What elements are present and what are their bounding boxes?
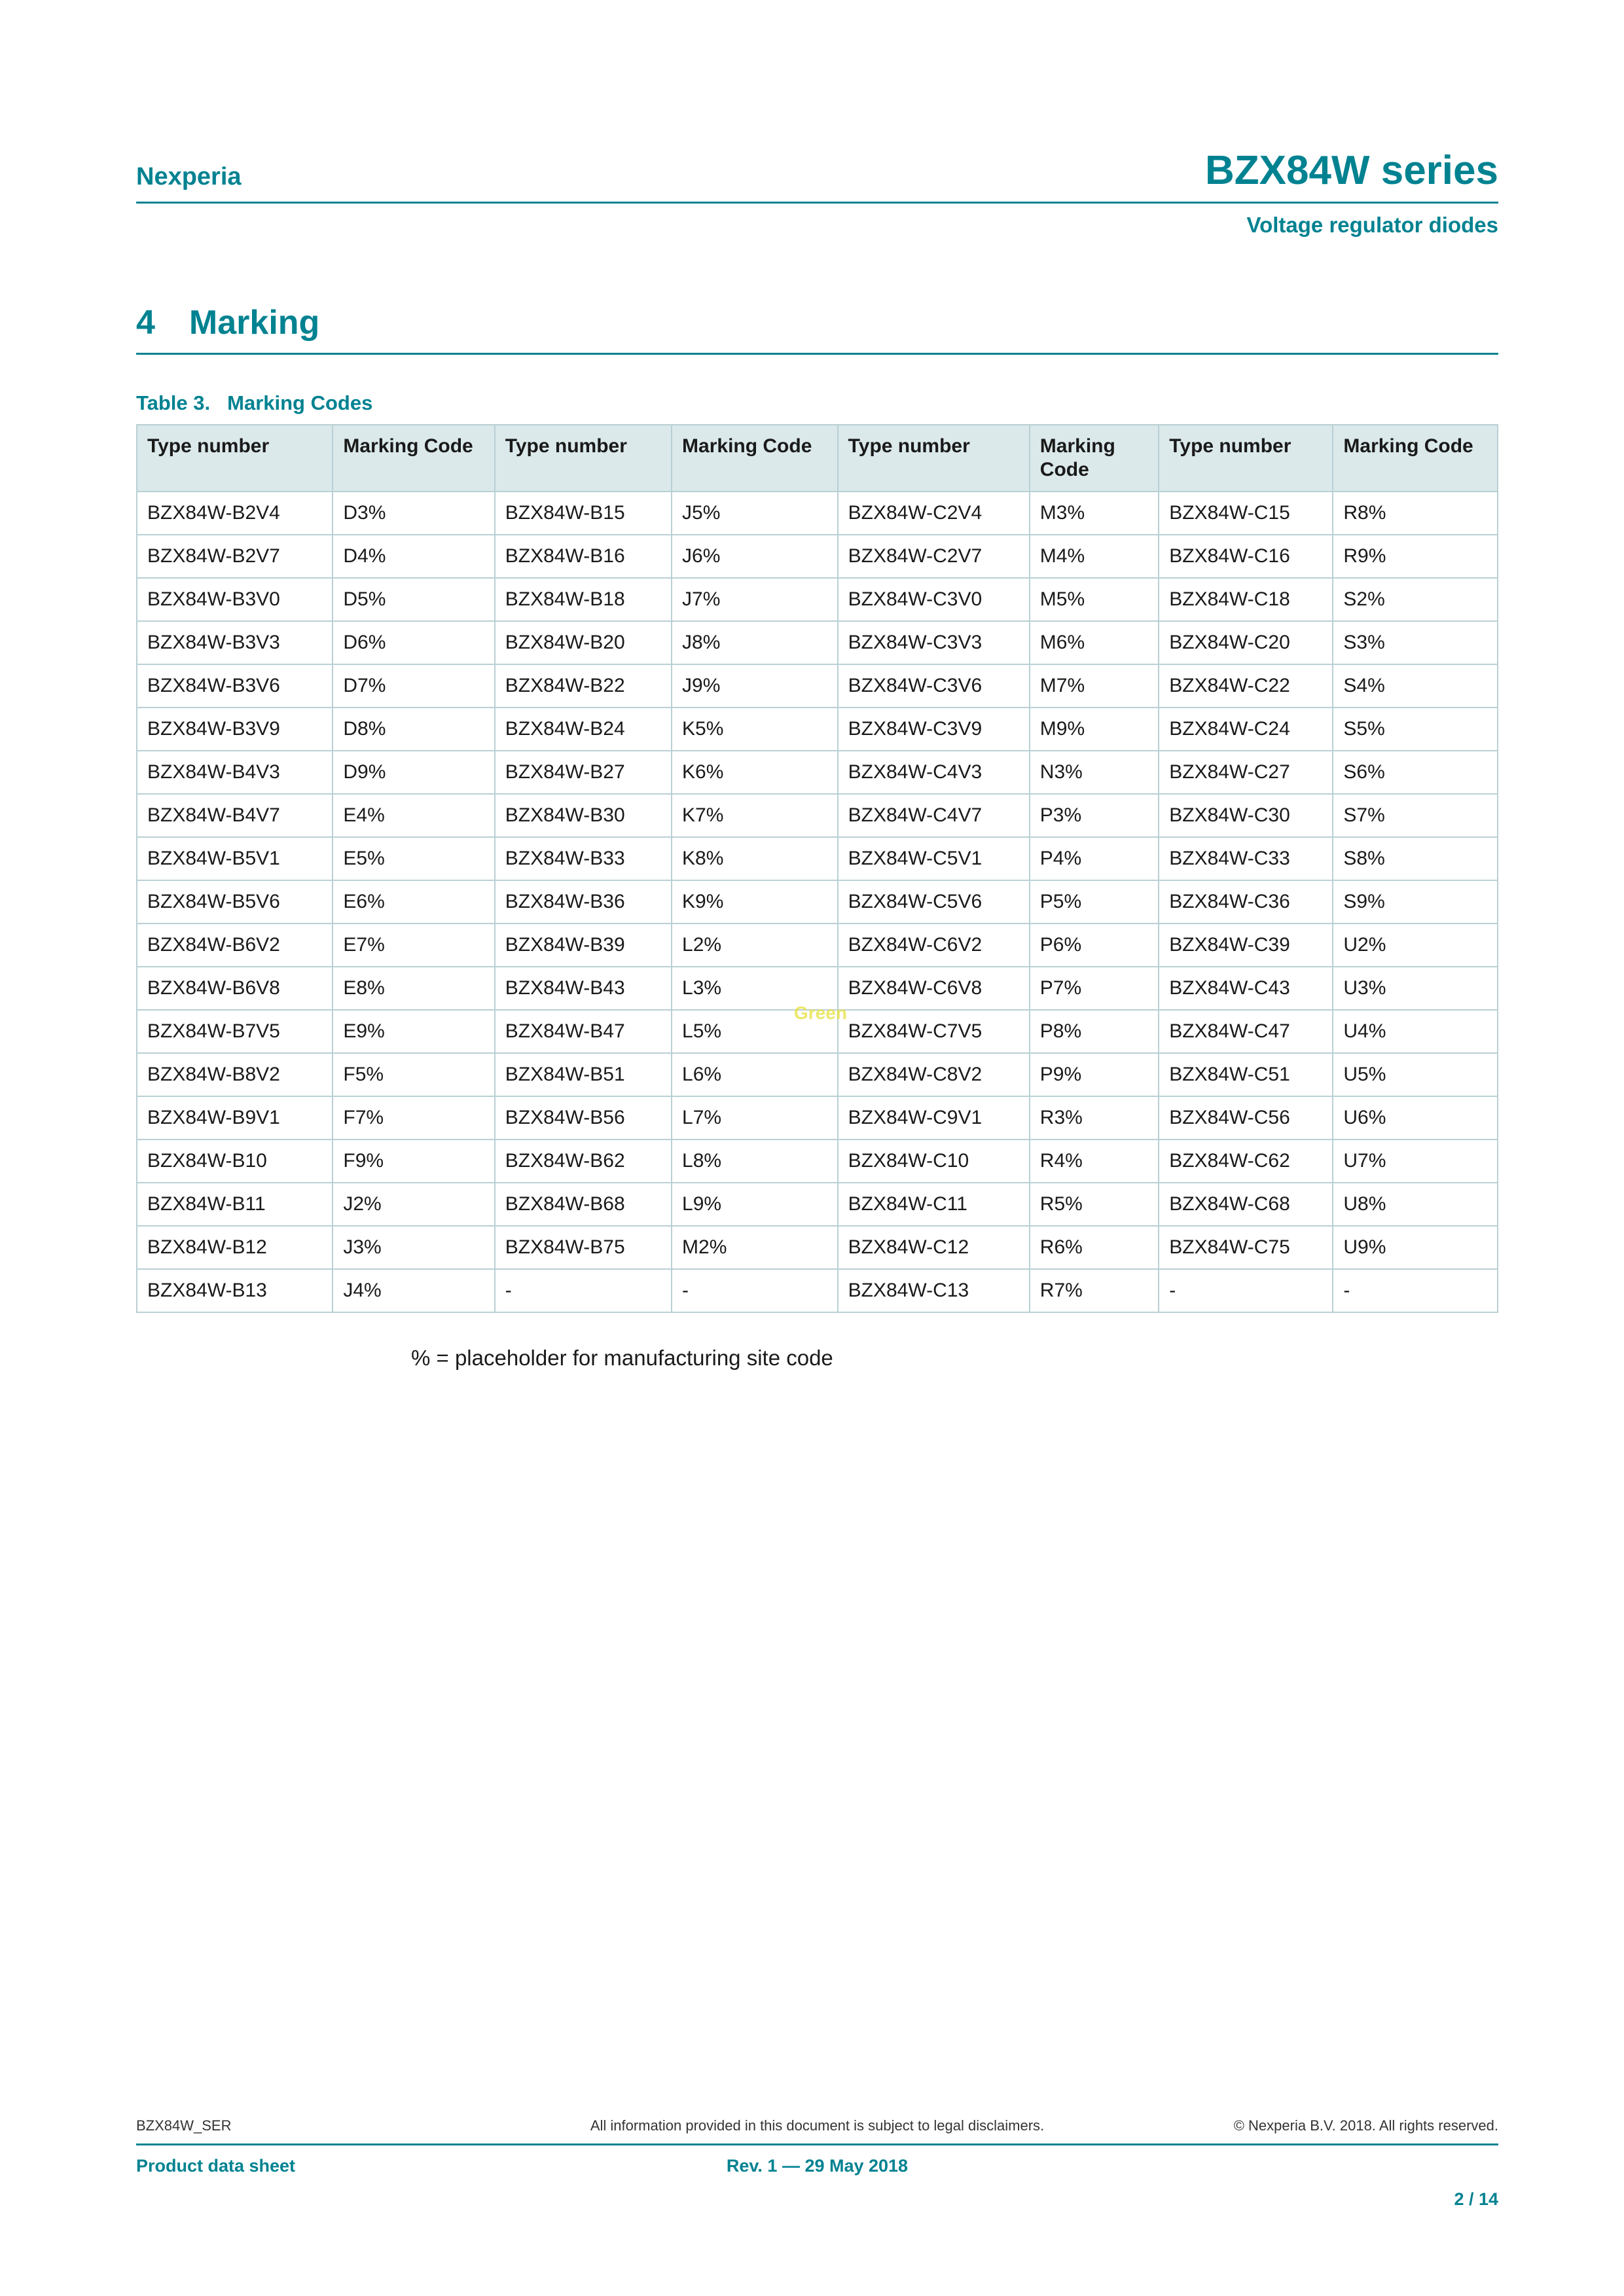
table-cell: BZX84W-C7V5 bbox=[838, 1010, 1030, 1053]
table-cell: E9% bbox=[333, 1010, 494, 1053]
table-cell: D9% bbox=[333, 751, 494, 794]
table-cell: BZX84W-C24 bbox=[1159, 708, 1333, 751]
table-cell: S2% bbox=[1333, 578, 1498, 621]
footer-page-number: 2 / 14 bbox=[1454, 2189, 1498, 2209]
table-cell: S8% bbox=[1333, 837, 1498, 880]
table-cell: J9% bbox=[672, 664, 838, 708]
table-cell: BZX84W-C10 bbox=[838, 1139, 1030, 1183]
table-cell: L9% bbox=[672, 1183, 838, 1226]
table-cell: D5% bbox=[333, 578, 494, 621]
table-cell: BZX84W-B3V0 bbox=[137, 578, 333, 621]
table-row bbox=[137, 621, 1498, 664]
table-cell: K7% bbox=[672, 794, 838, 837]
table-cell: BZX84W-C39 bbox=[1159, 924, 1333, 967]
table-cell: D3% bbox=[333, 492, 494, 535]
table-cell: BZX84W-B24 bbox=[495, 708, 672, 751]
table-cell: BZX84W-B36 bbox=[495, 880, 672, 924]
table-cell: S3% bbox=[1333, 621, 1498, 664]
table-cell: M2% bbox=[672, 1226, 838, 1269]
table-cell: BZX84W-C12 bbox=[838, 1226, 1030, 1269]
table-cell: BZX84W-B9V1 bbox=[137, 1096, 333, 1139]
table-caption-title: Marking Codes bbox=[227, 391, 373, 414]
table-row bbox=[137, 492, 1498, 535]
table-cell: L7% bbox=[672, 1096, 838, 1139]
table-cell: BZX84W-B13 bbox=[137, 1269, 333, 1312]
document-header bbox=[136, 0, 1498, 238]
footer-revision: Rev. 1 — 29 May 2018 bbox=[726, 2156, 909, 2176]
table-caption bbox=[136, 391, 1498, 415]
table-cell: S4% bbox=[1333, 664, 1498, 708]
table-cell: U6% bbox=[1333, 1096, 1498, 1139]
table-cell: BZX84W-C6V2 bbox=[838, 924, 1030, 967]
section-number: 4 bbox=[136, 304, 155, 342]
table-cell: J4% bbox=[333, 1269, 494, 1312]
table-row bbox=[137, 1096, 1498, 1139]
table-row bbox=[137, 837, 1498, 880]
table-cell: BZX84W-C2V4 bbox=[838, 492, 1030, 535]
table-cell: BZX84W-C20 bbox=[1159, 621, 1333, 664]
table-cell: F5% bbox=[333, 1053, 494, 1096]
table-cell: J5% bbox=[672, 492, 838, 535]
table-cell: BZX84W-C5V6 bbox=[838, 880, 1030, 924]
table-cell: K6% bbox=[672, 751, 838, 794]
table-cell: BZX84W-B5V1 bbox=[137, 837, 333, 880]
table-cell: BZX84W-C36 bbox=[1159, 880, 1333, 924]
table-row bbox=[137, 794, 1498, 837]
document-subtitle: Voltage regulator diodes bbox=[1246, 213, 1498, 237]
table-cell: BZX84W-C2V7 bbox=[838, 535, 1030, 578]
table-cell: BZX84W-C75 bbox=[1159, 1226, 1333, 1269]
column-header: Type number bbox=[137, 425, 333, 492]
table-cell: - bbox=[1333, 1269, 1498, 1312]
table-cell: BZX84W-B30 bbox=[495, 794, 672, 837]
table-cell: BZX84W-C4V7 bbox=[838, 794, 1030, 837]
footer-doc-id: BZX84W_SER bbox=[136, 2117, 232, 2134]
table-cell: BZX84W-C43 bbox=[1159, 967, 1333, 1010]
table-cell: D4% bbox=[333, 535, 494, 578]
table-cell: BZX84W-C30 bbox=[1159, 794, 1333, 837]
table-cell: BZX84W-B3V9 bbox=[137, 708, 333, 751]
column-header: Marking Code bbox=[1030, 425, 1159, 492]
table-cell: S6% bbox=[1333, 751, 1498, 794]
table-cell: BZX84W-B5V6 bbox=[137, 880, 333, 924]
table-cell: R6% bbox=[1030, 1226, 1159, 1269]
table-cell: BZX84W-B10 bbox=[137, 1139, 333, 1183]
table-cell: BZX84W-B43 bbox=[495, 967, 672, 1010]
table-header-row bbox=[137, 425, 1498, 492]
table-cell: U5% bbox=[1333, 1053, 1498, 1096]
table-cell: BZX84W-C13 bbox=[838, 1269, 1030, 1312]
table-cell: BZX84W-C3V9 bbox=[838, 708, 1030, 751]
table-row bbox=[137, 578, 1498, 621]
watermark: Green bbox=[794, 1003, 847, 1023]
table-row bbox=[137, 967, 1498, 1010]
table-cell: BZX84W-C4V3 bbox=[838, 751, 1030, 794]
table-cell: R5% bbox=[1030, 1183, 1159, 1226]
table-cell: BZX84W-C8V2 bbox=[838, 1053, 1030, 1096]
table-cell: R7% bbox=[1030, 1269, 1159, 1312]
table-cell: P5% bbox=[1030, 880, 1159, 924]
table-caption-label: Table 3. bbox=[136, 391, 211, 414]
table-row bbox=[137, 535, 1498, 578]
datasheet-page bbox=[136, 0, 1498, 2296]
table-cell: R8% bbox=[1333, 492, 1498, 535]
table-cell: BZX84W-C27 bbox=[1159, 751, 1333, 794]
table-cell: M5% bbox=[1030, 578, 1159, 621]
table-cell: D8% bbox=[333, 708, 494, 751]
table-row bbox=[137, 1269, 1498, 1312]
marking-table bbox=[136, 424, 1498, 1313]
table-cell: BZX84W-B11 bbox=[137, 1183, 333, 1226]
table-cell: BZX84W-C11 bbox=[838, 1183, 1030, 1226]
column-header: Type number bbox=[838, 425, 1030, 492]
table-cell: BZX84W-C5V1 bbox=[838, 837, 1030, 880]
table-cell: BZX84W-C3V6 bbox=[838, 664, 1030, 708]
table-cell: BZX84W-C6V8 bbox=[838, 967, 1030, 1010]
table-cell: BZX84W-B20 bbox=[495, 621, 672, 664]
table-row bbox=[137, 1139, 1498, 1183]
table-cell: BZX84W-B3V3 bbox=[137, 621, 333, 664]
table-cell: - bbox=[495, 1269, 672, 1312]
table-cell: U9% bbox=[1333, 1226, 1498, 1269]
document-title: BZX84W series bbox=[1205, 148, 1498, 193]
table-row bbox=[137, 1053, 1498, 1096]
footer-doc-type: Product data sheet bbox=[136, 2156, 296, 2176]
table-cell: S9% bbox=[1333, 880, 1498, 924]
table-cell: N3% bbox=[1030, 751, 1159, 794]
table-cell: - bbox=[1159, 1269, 1333, 1312]
table-note: % = placeholder for manufacturing site code bbox=[411, 1346, 833, 1370]
table-cell: F7% bbox=[333, 1096, 494, 1139]
table-cell: U2% bbox=[1333, 924, 1498, 967]
table-cell: E7% bbox=[333, 924, 494, 967]
table-cell: M4% bbox=[1030, 535, 1159, 578]
table-cell: BZX84W-B39 bbox=[495, 924, 672, 967]
table-cell: BZX84W-B2V7 bbox=[137, 535, 333, 578]
table-cell: E8% bbox=[333, 967, 494, 1010]
table-cell: BZX84W-B27 bbox=[495, 751, 672, 794]
table-cell: BZX84W-B75 bbox=[495, 1226, 672, 1269]
column-header: Marking Code bbox=[672, 425, 838, 492]
brand-name: Nexperia bbox=[136, 163, 242, 190]
table-cell: BZX84W-C18 bbox=[1159, 578, 1333, 621]
table-row bbox=[137, 708, 1498, 751]
table-cell: P9% bbox=[1030, 1053, 1159, 1096]
table-row bbox=[137, 880, 1498, 924]
table-cell: BZX84W-B33 bbox=[495, 837, 672, 880]
table-cell: P4% bbox=[1030, 837, 1159, 880]
section-heading bbox=[136, 303, 1498, 342]
table-cell: M6% bbox=[1030, 621, 1159, 664]
document-footer bbox=[136, 2117, 1498, 2210]
table-cell: BZX84W-C33 bbox=[1159, 837, 1333, 880]
table-cell: BZX84W-B4V7 bbox=[137, 794, 333, 837]
table-cell: R3% bbox=[1030, 1096, 1159, 1139]
table-cell: BZX84W-C62 bbox=[1159, 1139, 1333, 1183]
table-cell: J2% bbox=[333, 1183, 494, 1226]
table-cell: K5% bbox=[672, 708, 838, 751]
table-cell: U7% bbox=[1333, 1139, 1498, 1183]
table-cell: BZX84W-B7V5 bbox=[137, 1010, 333, 1053]
table-row bbox=[137, 1226, 1498, 1269]
table-cell: BZX84W-B47 bbox=[495, 1010, 672, 1053]
table-cell: - bbox=[672, 1269, 838, 1312]
header-divider bbox=[136, 202, 1498, 204]
column-header: Type number bbox=[1159, 425, 1333, 492]
table-cell: P7% bbox=[1030, 967, 1159, 1010]
table-cell: J3% bbox=[333, 1226, 494, 1269]
footer-disclaimer: All information provided in this document is subject to legal disclaimers. bbox=[590, 2117, 1045, 2134]
footer-divider bbox=[136, 2144, 1498, 2145]
table-cell: L8% bbox=[672, 1139, 838, 1183]
table-cell: S7% bbox=[1333, 794, 1498, 837]
column-header: Marking Code bbox=[333, 425, 494, 492]
table-cell: P6% bbox=[1030, 924, 1159, 967]
table-cell: M3% bbox=[1030, 492, 1159, 535]
table-cell: BZX84W-B6V2 bbox=[137, 924, 333, 967]
table-cell: E6% bbox=[333, 880, 494, 924]
table-cell: BZX84W-B6V8 bbox=[137, 967, 333, 1010]
table-cell: L3% bbox=[672, 967, 838, 1010]
table-cell: BZX84W-B15 bbox=[495, 492, 672, 535]
table-cell: BZX84W-B12 bbox=[137, 1226, 333, 1269]
table-cell: U8% bbox=[1333, 1183, 1498, 1226]
table-cell: BZX84W-B62 bbox=[495, 1139, 672, 1183]
table-cell: J6% bbox=[672, 535, 838, 578]
table-cell: P8% bbox=[1030, 1010, 1159, 1053]
table-cell: S5% bbox=[1333, 708, 1498, 751]
table-cell: R9% bbox=[1333, 535, 1498, 578]
table-cell: J7% bbox=[672, 578, 838, 621]
table-cell: BZX84W-B3V6 bbox=[137, 664, 333, 708]
table-cell: BZX84W-C16 bbox=[1159, 535, 1333, 578]
table-cell: K9% bbox=[672, 880, 838, 924]
table-cell: L2% bbox=[672, 924, 838, 967]
table-cell: BZX84W-C9V1 bbox=[838, 1096, 1030, 1139]
table-cell: U4% bbox=[1333, 1010, 1498, 1053]
table-cell: J8% bbox=[672, 621, 838, 664]
table-row bbox=[137, 1010, 1498, 1053]
table-cell: BZX84W-C51 bbox=[1159, 1053, 1333, 1096]
table-cell: BZX84W-C68 bbox=[1159, 1183, 1333, 1226]
table-cell: BZX84W-C22 bbox=[1159, 664, 1333, 708]
table-cell: L5% bbox=[672, 1010, 838, 1053]
footer-copyright: © Nexperia B.V. 2018. All rights reserved. bbox=[1233, 2117, 1498, 2134]
table-cell: BZX84W-B8V2 bbox=[137, 1053, 333, 1096]
table-cell: F9% bbox=[333, 1139, 494, 1183]
section-title: Marking bbox=[189, 304, 320, 342]
table-cell: BZX84W-B56 bbox=[495, 1096, 672, 1139]
table-cell: E4% bbox=[333, 794, 494, 837]
table-cell: D7% bbox=[333, 664, 494, 708]
table-cell: L6% bbox=[672, 1053, 838, 1096]
table-row bbox=[137, 751, 1498, 794]
table-cell: BZX84W-C56 bbox=[1159, 1096, 1333, 1139]
table-cell: BZX84W-C3V3 bbox=[838, 621, 1030, 664]
table-cell: BZX84W-C47 bbox=[1159, 1010, 1333, 1053]
table-row bbox=[137, 664, 1498, 708]
table-row bbox=[137, 924, 1498, 967]
table-cell: BZX84W-B22 bbox=[495, 664, 672, 708]
table-cell: M9% bbox=[1030, 708, 1159, 751]
table-cell: E5% bbox=[333, 837, 494, 880]
table-cell: U3% bbox=[1333, 967, 1498, 1010]
table-cell: BZX84W-B18 bbox=[495, 578, 672, 621]
table-cell: BZX84W-B51 bbox=[495, 1053, 672, 1096]
table-row bbox=[137, 1183, 1498, 1226]
column-header: Type number bbox=[495, 425, 672, 492]
table-cell: D6% bbox=[333, 621, 494, 664]
column-header: Marking Code bbox=[1333, 425, 1498, 492]
table-cell: K8% bbox=[672, 837, 838, 880]
table-cell: BZX84W-B16 bbox=[495, 535, 672, 578]
table-cell: BZX84W-B68 bbox=[495, 1183, 672, 1226]
section-divider bbox=[136, 353, 1498, 355]
table-cell: BZX84W-B2V4 bbox=[137, 492, 333, 535]
table-cell: BZX84W-C3V0 bbox=[838, 578, 1030, 621]
table-cell: M7% bbox=[1030, 664, 1159, 708]
table-cell: BZX84W-B4V3 bbox=[137, 751, 333, 794]
table-cell: R4% bbox=[1030, 1139, 1159, 1183]
table-cell: BZX84W-C15 bbox=[1159, 492, 1333, 535]
table-cell: P3% bbox=[1030, 794, 1159, 837]
